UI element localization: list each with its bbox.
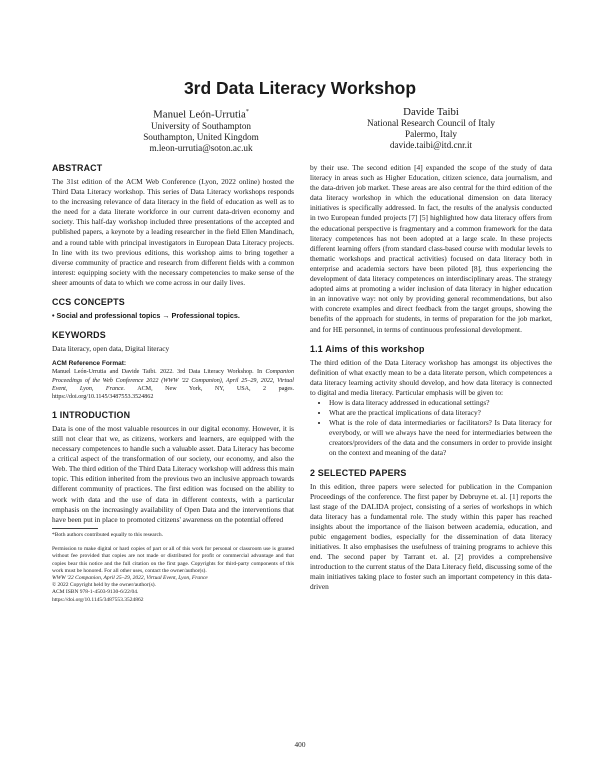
- author-block-2: [336, 106, 526, 152]
- author-name: Manuel León-Urrutia*: [153, 108, 249, 121]
- abstract-text: The 31st edition of the ACM Web Conference (Lyon, 2022 online) hosted the Third Data Literacy workshop. This series of Data Literacy workshops responds to the increasing relevance of data literacy in the field of education as well as to the need for a data literate workforce in our current data-driven economy and society. This half-day workshop included three presentations of the accepted and published papers, a keynote by a leading researcher in the field Ellen Mandinach, and a round table with principal investigators in European Data Literacy projects. In line with its two previous editions, this workshop aims to bring together a diverse community of practice and research from different fields with a common interest: equipping society with the necessary competencies to make sense of the sheer amounts of data to which we come across in our daily lives.: [52, 177, 294, 287]
- conference-line: WWW '22 Companion, April 25–29, 2022, Virtual Event, Lyon, France: [52, 575, 208, 581]
- aims-heading: 1.1 Aims of this workshop: [310, 343, 425, 354]
- copyright-holder: © 2022 Copyright held by the owner/author(s).: [52, 582, 156, 589]
- list-item: • How is data literacy addressed in educational settings?: [329, 398, 552, 408]
- isbn: ACM ISBN 978-1-4503-9130-6/22/04.: [52, 589, 139, 596]
- reference-format-heading: ACM Reference Format:: [52, 360, 127, 368]
- author-affiliation: National Research Council of Italy: [366, 118, 496, 128]
- author-name: Davide Taibi: [403, 106, 459, 118]
- keywords-text: Data literacy, open data, Digital literacy: [52, 344, 170, 354]
- right-column: [310, 163, 552, 593]
- page-number: 400: [294, 740, 306, 749]
- list-item: • What are the practical implications of data literacy?: [329, 408, 552, 418]
- list-item: • What is the role of data intermediaries or facilitators? Is Data literacy for everybody, or will we always have the need for intermediaries between the creators/providers of the data and the consumers in order to provide insight on the context and meaning of the data?: [329, 418, 552, 458]
- author-location: Southampton, United Kingdom: [143, 131, 259, 142]
- doi-link[interactable]: https://doi.org/10.1145/3487553.3524862: [52, 596, 144, 603]
- keywords-heading: KEYWORDS: [52, 330, 106, 341]
- author-email: davide.taibi@itd.cnr.it: [389, 140, 473, 151]
- footnote: *Both authors contributed equally to this research.: [52, 531, 164, 538]
- author-affiliation: University of Southampton: [150, 120, 252, 131]
- reference-format-text: Manuel León-Urrutia and Davide Taibi. 2022. 3rd Data Literacy Workshop. In Companion Proceedings of the Web Conference 2022 (WWW '22 Companion), April 25–29, 2022, Virtual Event, Lyon, France. ACM, New York, NY, USA, 2 pages. https://doi.org/10.1145/3487553.3524862: [52, 369, 295, 401]
- footnote-rule: [52, 528, 98, 529]
- permission-notice: Permission to make digital or hard copies of part or all of this work for personal or classroom use is granted without fee provided that copies are not made or distributed for profit or commercial advantage and that copies bear this notice and the full citation on the first page. Copyrights for third-party components of this work must be honored. For all other uses, contact the owner/author(s).: [52, 546, 294, 574]
- aims-bullet-list: [310, 398, 552, 459]
- aims-text: The third edition of the Data Literacy workshop has amongst its objectives the definition of what exactly mean to be a data literate person, which competences a data literacy learning activity should develop, and how data literacy is connected to digital and media literacy. Particular emphasis will be given to:: [310, 357, 552, 397]
- author-block-1: [96, 106, 306, 154]
- ccs-text: • Social and professional topics → Professional topics.: [52, 311, 240, 321]
- ccs-heading: CCS CONCEPTS: [52, 297, 125, 308]
- paper-title: 3rd Data Literacy Workshop: [183, 78, 417, 98]
- abstract-heading: ABSTRACT: [52, 163, 103, 173]
- selected-papers-heading: 2 SELECTED PAPERS: [310, 467, 407, 478]
- author-email: m.leon-urrutia@soton.ac.uk: [149, 143, 253, 153]
- introduction-text: Data is one of the most valuable resources in our digital economy. However, it is still not clear that we, as citizens, workers and learners, are equipped with the necessary competences to handle such a valuable asset. Data Literacy has become a critical aspect of the transformation of our society, our economy, and also the Web. The third edition of the Third Data Literacy workshop will address this main topic. This edition inherited from the previous two an inclusive approach towards different community of practices. The first edition was focused on the ability to work with data and the use of data in different contexts, with a particular emphasis on the increasingly availability of Open Data and the interventions that have been put in place to promoted citizens' awareness on the potential offered: [52, 423, 294, 524]
- intro-continued-text: by their use. The second edition [4] expanded the scope of the study of data literacy in areas such as Higher Education, citizen science, data journalism, and the data-driven job market. These areas are also central for the third edition of the data literacy workshop in which the educational dimension on data literacy initiatives is specifically addressed. In fact, the results of the analysis conducted in two European funded projects [7] [5] highlighted how data literacy offers from the educational perspective is fragmentary and a common framework for the data literacy competences has not been adopted at a large scale. In these projects different learning offers (from standard class-based course with modular levels to thematic workshops and practical activities) focused on data literacy both in enterprise and academia sectors have been piloted [8], thus experiencing the development of data literacy competences on interdisciplinary areas. The strategy adopted aims at promoting a wider inclusion of data literacy in higher education in an innovative way: not only by providing general recommendations, but also with concrete examples and direct feedback from the target groups, showing the benefits of the approach for students, in terms of preparation for the job market, and for HE personnel, in terms of continuous professional development.: [310, 163, 552, 334]
- selected-papers-text: In this edition, three papers were selected for publication in the Companion Proceedings of the conference. The first paper by Debruyne et. al. [1] reports the last stage of the DALIDA project, consisting of a series of workshops in which data literacy has a fundamental role. The study within this paper has reached insights about the importance of the liaison between academia, education, and pubic engagement bodies, especially for the dissemination of data literacy initiatives. It also emphasises the usefulness of training programs to achieve this end. The second paper by Tarrant et. al. [2] provides a comprehensive introduction to the current status of the Data Literacy field, discussing some of the main initiatives taking place to foster such an important competency in this data-driven: [310, 481, 552, 592]
- introduction-heading: 1 INTRODUCTION: [52, 409, 131, 420]
- left-column: [52, 163, 294, 604]
- author-location: Palermo, Italy: [404, 129, 458, 140]
